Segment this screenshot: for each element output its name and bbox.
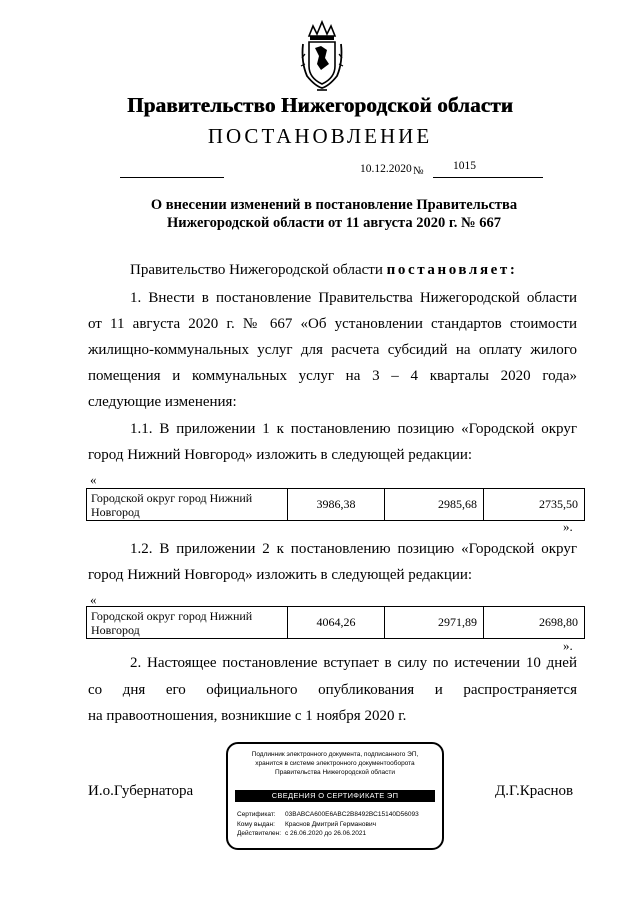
p1-line-3: жилищно-коммунальных услуг для расчета субсидий на оплату жилого bbox=[88, 342, 577, 358]
document-type: ПОСТАНОВЛЕНИЕ bbox=[207, 124, 433, 148]
cert-label: Сертификат: bbox=[237, 811, 276, 818]
close-quote-2: ». bbox=[563, 638, 573, 653]
p2-line-1: 2. Настоящее постановление вступает в силу по истечении 10 дней bbox=[130, 655, 577, 671]
stamp-header-line: Подлинник электронного документа, подписанного ЭП, bbox=[251, 751, 419, 758]
table-cell-name: Городской округ город Нижний Новгород bbox=[87, 607, 288, 639]
blank-line bbox=[120, 177, 224, 178]
e-signature-stamp bbox=[226, 742, 444, 850]
p1-line-1: 1. Внести в постановление Правительства Нижегородской области bbox=[130, 290, 577, 306]
number-sign: № bbox=[413, 165, 424, 177]
document-number: 1015 bbox=[433, 160, 543, 178]
signatory-name: Д.Г.Краснов bbox=[495, 783, 574, 799]
table-row bbox=[87, 607, 585, 639]
open-quote-2: « bbox=[90, 592, 97, 607]
table-cell-value-3: 2698,80 bbox=[484, 607, 585, 639]
table-cell-value-3: 2735,50 bbox=[484, 489, 585, 521]
issued-value: Краснов Дмитрий Германович bbox=[285, 820, 376, 828]
p1-line-2: от 11 августа 2020 г. № 667 «Об установлении стандартов стоимости bbox=[88, 316, 577, 332]
stamp-certificate-info bbox=[237, 810, 436, 839]
intro-prefix: Правительство Нижегородской области bbox=[130, 262, 383, 278]
government-title: Правительство Нижегородской области bbox=[127, 93, 513, 117]
p11-line-1: 1.1. В приложении 1 к постановлению позицию «Городской округ bbox=[130, 421, 577, 437]
table-cell-value-1: 4064,26 bbox=[288, 607, 385, 639]
open-quote-1: « bbox=[90, 472, 97, 487]
table-cell-value-1: 3986,38 bbox=[288, 489, 385, 521]
p2-line-2: со дня его официального опубликования и распространяется bbox=[88, 682, 577, 698]
coat-of-arms-icon bbox=[299, 14, 345, 92]
stamp-certificate-bar: СВЕДЕНИЯ О СЕРТИФИКАТЕ ЭП bbox=[235, 790, 435, 802]
p12-line-1: 1.2. В приложении 2 к постановлению позицию «Городской округ bbox=[130, 541, 577, 557]
table-row bbox=[87, 489, 585, 521]
stamp-header bbox=[234, 750, 436, 777]
intro-verb: постановляет: bbox=[386, 262, 518, 278]
valid-label: Действителен: bbox=[237, 830, 282, 837]
close-quote-1: ». bbox=[563, 519, 573, 534]
position-table-1 bbox=[86, 488, 585, 521]
table-cell-value-2: 2971,89 bbox=[385, 607, 484, 639]
table-cell-name: Городской округ город Нижний Новгород bbox=[87, 489, 288, 521]
valid-value: с 26.06.2020 до 26.06.2021 bbox=[285, 830, 367, 837]
p12-line-2: город Нижний Новгород» изложить в следующей редакции: bbox=[88, 567, 473, 583]
table-cell-value-2: 2985,68 bbox=[385, 489, 484, 521]
stamp-header-line: Правительства Нижегородской области bbox=[274, 769, 396, 776]
subject-line-2: Нижегородской области от 11 августа 2020 г. № 667 bbox=[167, 215, 501, 231]
stamp-header-line: хранится в системе электронного документооборота bbox=[255, 760, 415, 767]
document-subject bbox=[80, 196, 588, 232]
cert-value: 03BABCA600E6ABC2B8492BC15140D56093 bbox=[285, 811, 419, 818]
signatory-position: И.о.Губернатора bbox=[88, 783, 194, 799]
subject-line-1: О внесении изменений в постановление Правительства bbox=[150, 197, 518, 213]
intro-paragraph bbox=[130, 258, 518, 284]
position-table-2 bbox=[86, 606, 585, 639]
p1-line-4: помещения и коммунальных услуг на 3 – 4 кварталы 2020 года» bbox=[88, 368, 577, 384]
document-date: 10.12.2020 bbox=[360, 163, 412, 175]
p11-line-2: город Нижний Новгород» изложить в следующей редакции: bbox=[88, 447, 473, 463]
p2-line-3: на правоотношения, возникшие с 1 ноября 2020 г. bbox=[88, 708, 407, 724]
issued-label: Кому выдан: bbox=[237, 820, 275, 828]
p1-line-5: следующие изменения: bbox=[88, 394, 237, 410]
